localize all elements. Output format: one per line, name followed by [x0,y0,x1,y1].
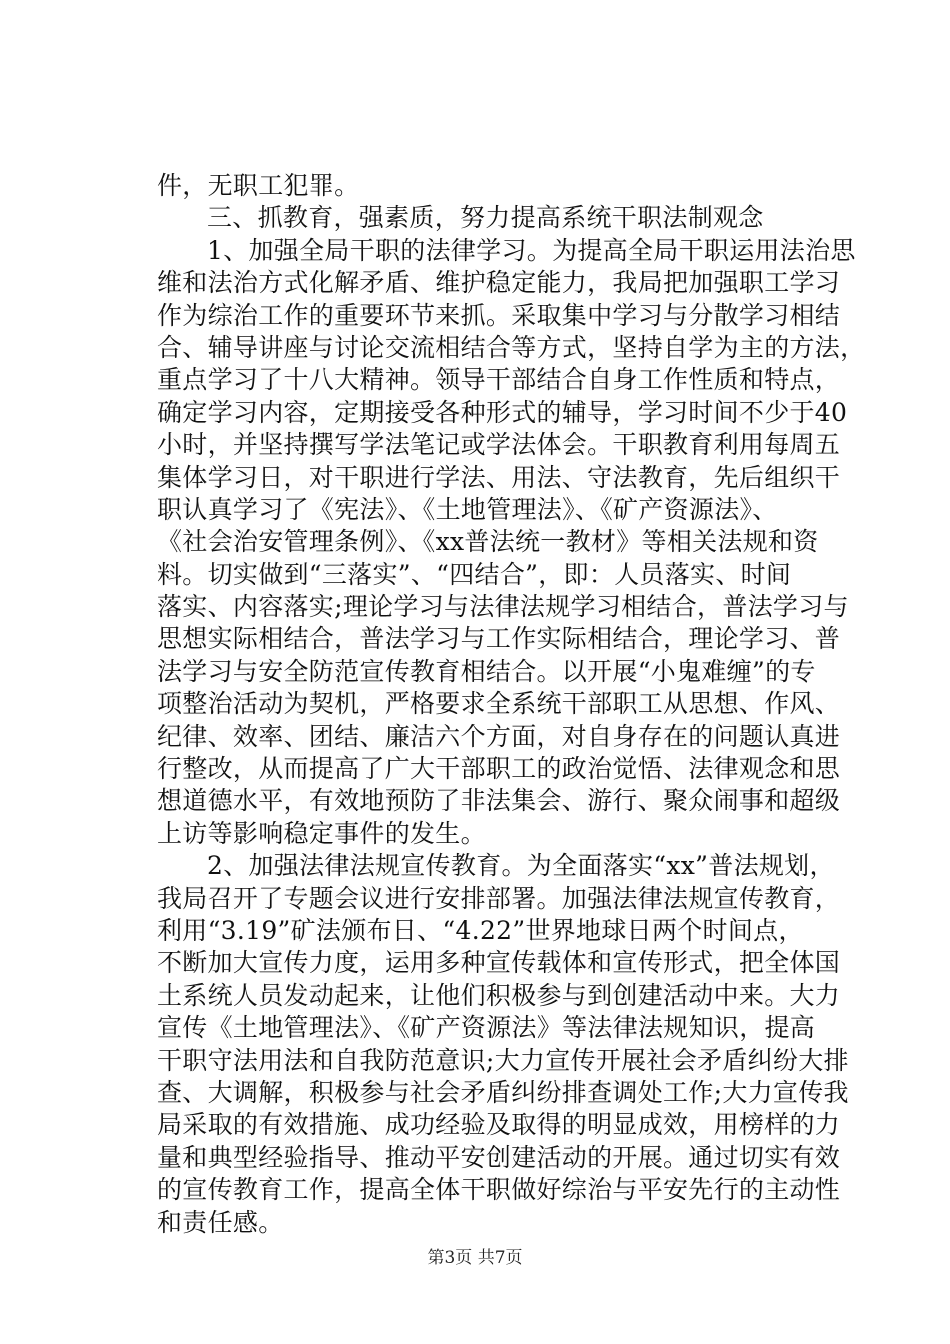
text-line: 职认真学习了《宪法》、《土地管理法》、《矿产资源法》、 [157,494,778,524]
text-line: 小时，并坚持撰写学法笔记或学法体会。干职教育利用每周五 [157,430,841,460]
text-line: 量和典型经验指导、推动平安创建活动的开展。通过切实有效 [157,1142,841,1172]
text-line: 作为综治工作的重要环节来抓。采取集中学习与分散学习相结 [157,300,841,330]
text-line: 维和法治方式化解矛盾、维护稳定能力，我局把加强职工学习 [157,268,841,298]
text-line: 重点学习了十八大精神。领导干部结合自身工作性质和特点， [157,365,841,395]
page-number-footer: 第3页 共7页 [427,1248,523,1268]
text-line: 利用“3.19”矿法颁布日、“4.22”世界地球日两个时间点， [157,915,804,945]
text-line: 《社会治安管理条例》、《xx普法统一教材》等相关法规和资 [157,527,819,557]
text-line: 合、辅导讲座与讨论交流相结合等方式，坚持自学为主的方法， [157,332,866,362]
text-line: 宣传《土地管理法》、《矿产资源法》等法律法规知识，提高 [157,1013,816,1043]
document-body [157,170,866,1239]
text-line: 纪律、效率、团结、廉洁六个方面，对自身存在的问题认真进 [157,721,841,751]
paragraph-first-line: 1、加强全局干职的法律学习。为提高全局干职运用法治思 [207,235,856,265]
text-line: 不断加大宣传力度，运用多种宣传载体和宣传形式，把全体国 [157,948,841,978]
text-line: 想道德水平，有效地预防了非法集会、游行、聚众闹事和超级 [157,786,841,816]
text-line: 土系统人员发动起来，让他们积极参与到创建活动中来。大力 [157,980,841,1010]
text-line: 行整改，从而提高了广大干部职工的政治觉悟、法律观念和思 [157,754,841,784]
text-line: 集体学习日，对干职进行学法、用法、守法教育，先后组织干 [157,462,841,492]
text-line: 查、大调解，积极参与社会矛盾纠纷排查调处工作;大力宣传我 [157,1077,849,1107]
text-line: 局采取的有效措施、成功经验及取得的明显成效，用榜样的力 [157,1110,841,1140]
section-heading: 三、抓教育，强素质，努力提高系统干职法制观念 [207,203,764,233]
text-line: 干职守法用法和自我防范意识;大力宣传开展社会矛盾纠纷大排 [157,1045,849,1075]
text-line: 确定学习内容，定期接受各种形式的辅导，学习时间不少于40 [157,397,848,427]
text-line: 和责任感。 [157,1207,284,1237]
text-line: 的宣传教育工作，提高全体干职做好综治与平安先行的主动性 [157,1175,841,1205]
text-line: 思想实际相结合，普法学习与工作实际相结合，理论学习、普 [157,624,841,654]
text-line: 我局召开了专题会议进行安排部署。加强法律法规宣传教育， [157,883,841,913]
text-line: 上访等影响稳定事件的发生。 [157,818,486,848]
text-line: 料。切实做到“三落实”、“四结合”，即：人员落实、时间 [157,559,792,589]
text-line: 项整治活动为契机，严格要求全系统干部职工从思想、作风、 [157,689,841,719]
text-line: 法学习与安全防范宣传教育相结合。以开展“小鬼难缠”的专 [157,656,816,686]
text-line: 件，无职工犯罪。 [157,171,360,200]
paragraph-first-line: 2、加强法律法规宣传教育。为全面落实“xx”普法规划， [207,851,835,881]
text-line: 落实、内容落实;理论学习与法律法规学习相结合，普法学习与 [157,592,849,622]
